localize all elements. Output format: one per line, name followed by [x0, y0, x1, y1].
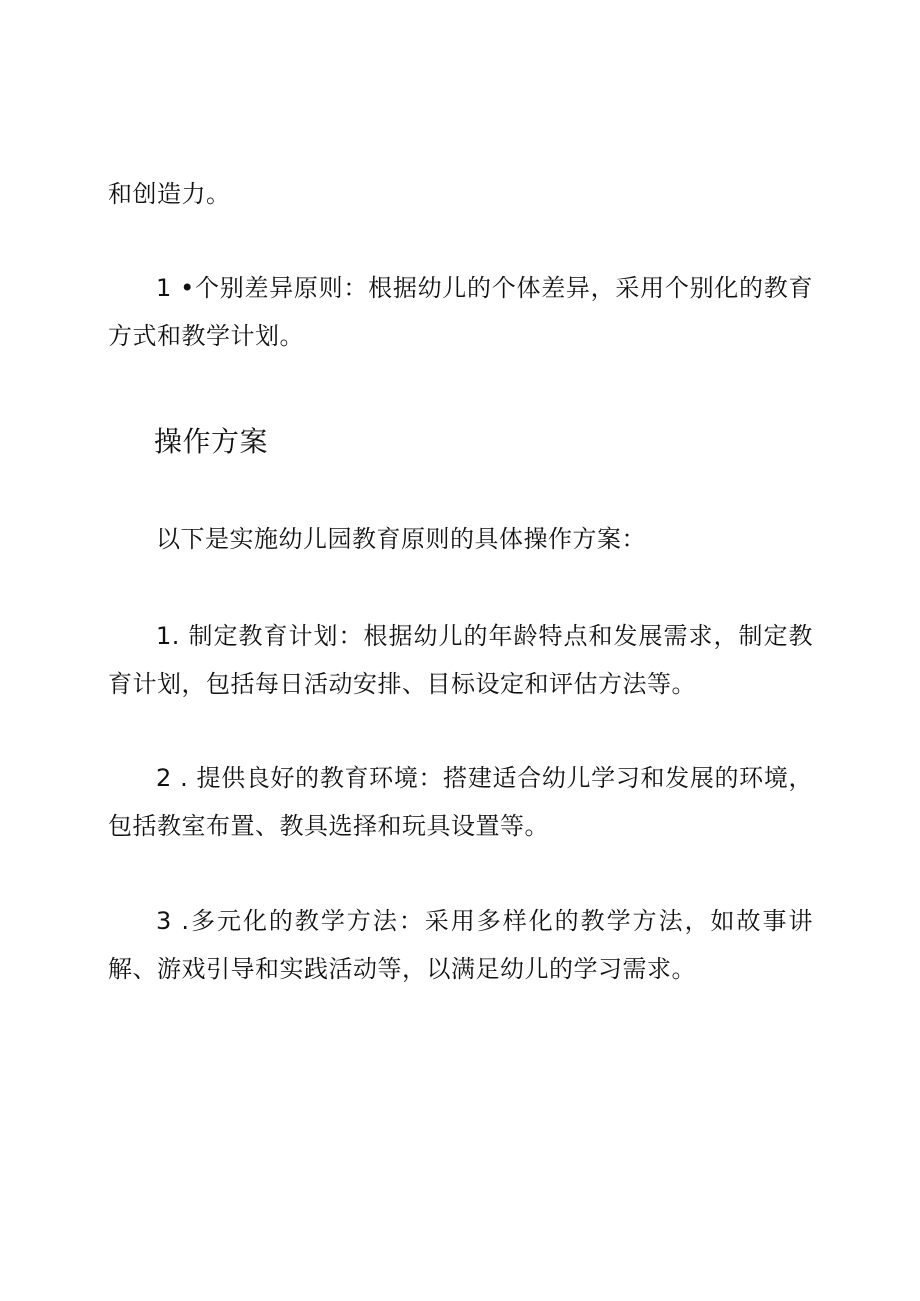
intro-paragraph: 以下是实施幼儿园教育原则的具体操作方案：	[156, 525, 646, 553]
step-item: 2 . 提供良好的教育环境：搭建适合幼儿学习和发展的环境，包括教室布置、教具选择和玩具设置等。	[108, 764, 813, 840]
principle-individual-paragraph: 1 •个别差异原则：根据幼儿的个体差异，采用个别化的教育方式和教学计划。	[108, 274, 813, 350]
step-item: 1. 制定教育计划：根据幼儿的年龄特点和发展需求，制定教育计划，包括每日活动安排、目标设定和评估方法等。	[108, 622, 813, 698]
continuation-paragraph: 和创造力。	[108, 180, 231, 208]
step-item: 3 .多元化的教学方法：采用多样化的教学方法，如故事讲解、游戏引导和实践活动等，以满足幼儿的学习需求。	[108, 907, 813, 983]
section-title: 操作方案	[154, 425, 269, 458]
